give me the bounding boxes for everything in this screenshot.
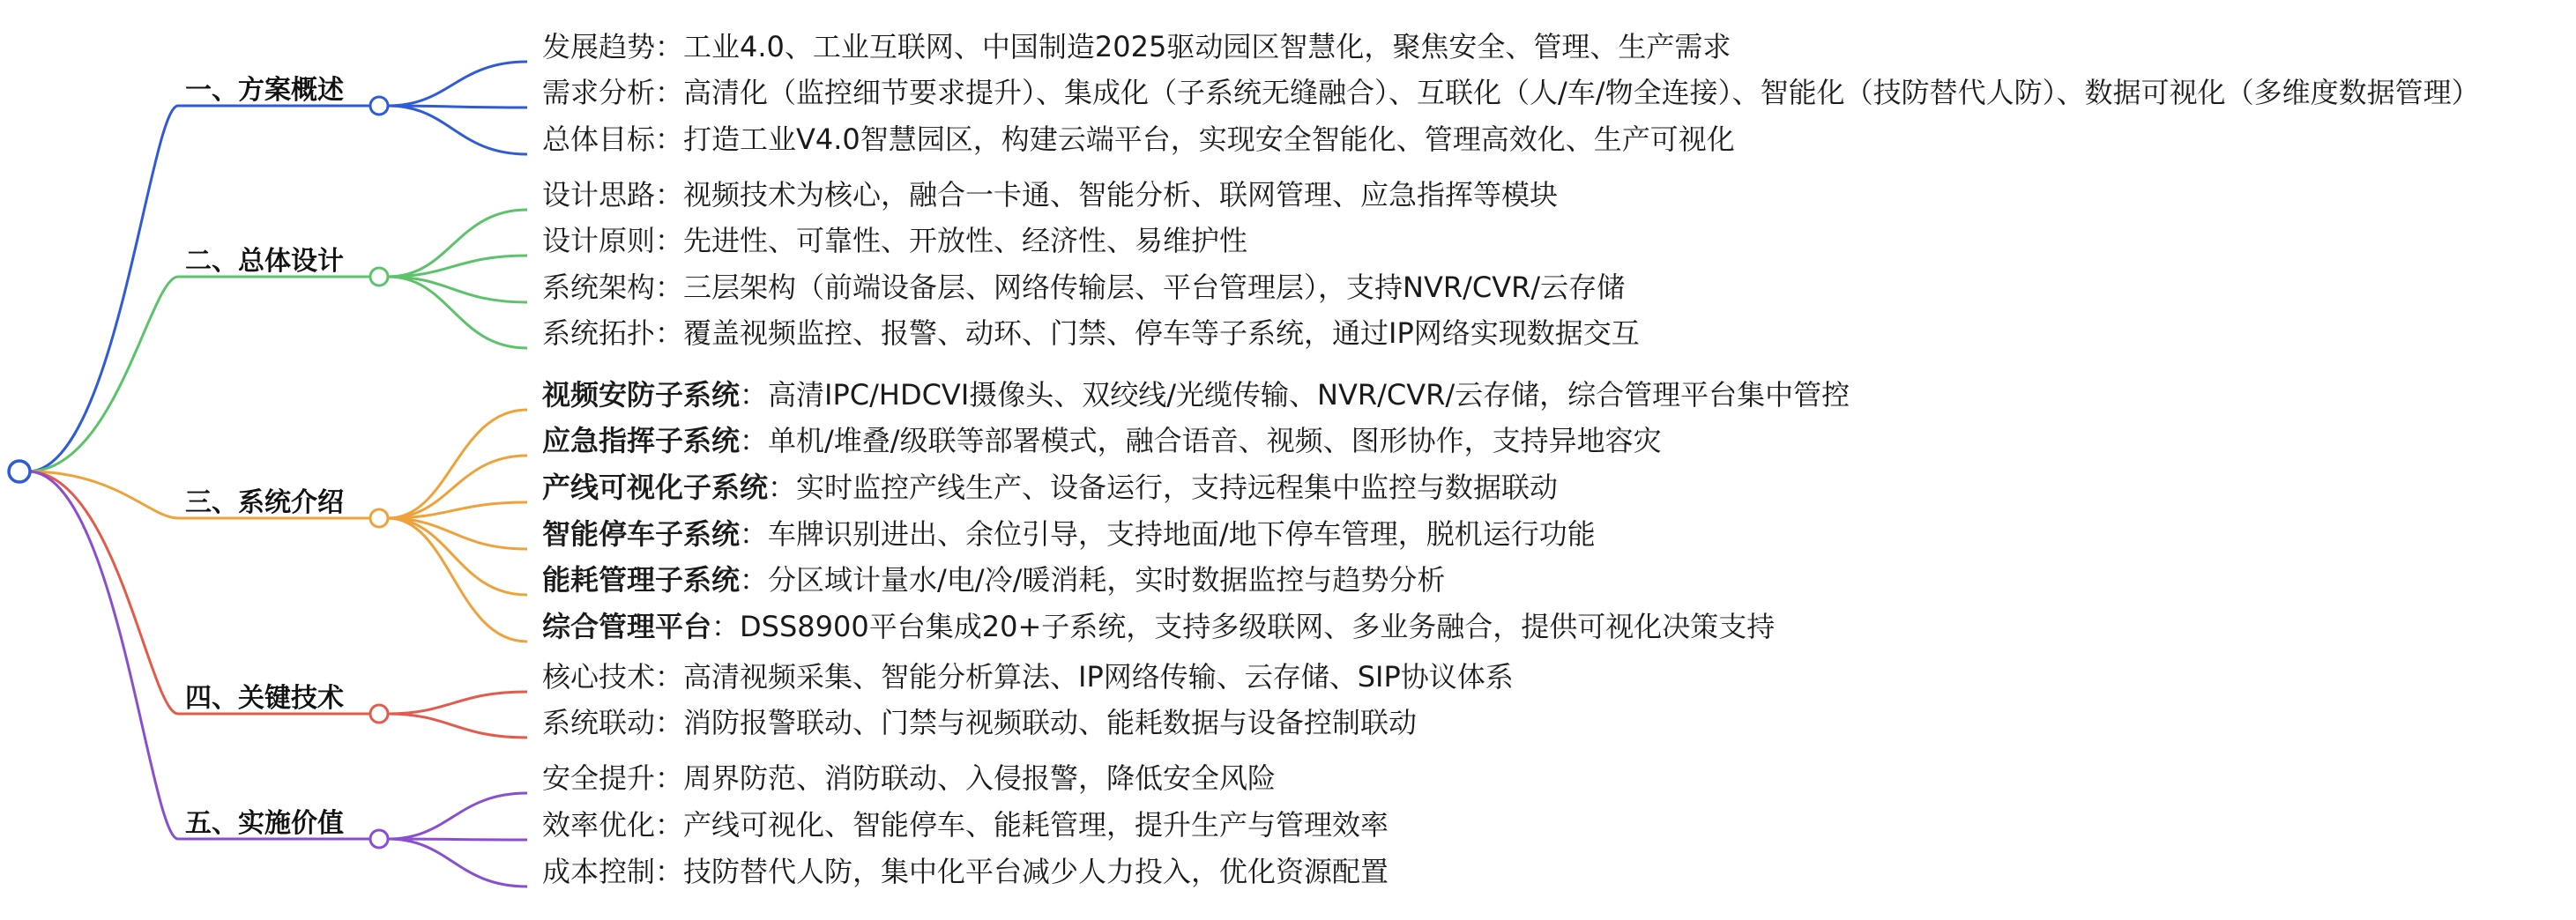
leaf-connector (388, 839, 527, 887)
branch-node[interactable] (370, 509, 388, 527)
branch-label: 五、实施价值 (185, 808, 344, 839)
leaf-connector (388, 210, 527, 277)
branch-node[interactable] (370, 830, 388, 848)
branch-label: 四、关键技术 (185, 683, 344, 714)
root-node[interactable] (9, 461, 30, 482)
leaf-title: 能耗管理子系统 (542, 563, 741, 597)
leaf-text (542, 471, 1558, 504)
leaf-detail: ：分区域计量水/电/冷/暖消耗，实时数据监控与趋势分析 (740, 563, 1446, 597)
leaf-connector (388, 62, 527, 106)
leaf-detail: ：高清IPC/HDCVI摄像头、双绞线/光缆传输、NVR/CVR/云存储，综合管理平台集中管控 (740, 378, 1850, 412)
leaf-text: 效率优化：产线可视化、智能停车、能耗管理，提升生产与管理效率 (542, 808, 1389, 842)
leaf-text: 系统联动：消防报警联动、门禁与视频联动、能耗数据与设备控制联动 (542, 706, 1418, 739)
leaf-text (542, 517, 1596, 551)
leaf-text: 系统拓扑：覆盖视频监控、报警、动环、门禁、停车等子系统，通过IP网络实现数据交互 (542, 316, 1640, 350)
leaf-connector (388, 277, 527, 348)
leaf-text: 设计原则：先进性、可靠性、开放性、经济性、易维护性 (542, 224, 1248, 257)
branch-node[interactable] (370, 268, 388, 286)
branch-label: 二、总体设计 (185, 246, 344, 277)
leaf-text (542, 610, 1775, 643)
leaf-title: 视频安防子系统 (542, 378, 741, 412)
leaf-text: 发展趋势：工业4.0、工业互联网、中国制造2025驱动园区智慧化，聚焦安全、管理、生产需求 (542, 30, 1731, 63)
leaf-text (541, 378, 1850, 412)
branch-node[interactable] (370, 97, 388, 115)
leaf-text: 安全提升：周界防范、消防联动、入侵报警，降低安全风险 (542, 761, 1277, 795)
branch-connector (28, 471, 178, 839)
leaf-title: 综合管理平台 (542, 610, 712, 643)
leaf-title: 智能停车子系统 (542, 517, 741, 551)
leaf-text (542, 563, 1445, 597)
leaf-connector (388, 692, 527, 714)
leaf-text: 系统架构：三层架构（前端设备层、网络传输层、平台管理层），支持NVR/CVR/云存储 (542, 271, 1626, 304)
leaf-detail: ：车牌识别进出、余位引导，支持地面/地下停车管理，脱机运行功能 (740, 517, 1596, 551)
leaf-text: 总体目标：打造工业V4.0智慧园区，构建云端平台，实现安全智能化、管理高效化、生产可视化 (542, 122, 1735, 156)
leaf-connector (388, 793, 527, 839)
branch-connector (28, 277, 178, 471)
leaf-connector (388, 106, 527, 154)
leaf-text (542, 424, 1662, 457)
leaf-text: 设计思路：视频技术为核心，融合一卡通、智能分析、联网管理、应急指挥等模块 (542, 178, 1559, 211)
leaf-detail: ：单机/堆叠/级联等部署模式，融合语音、视频、图形协作，支持异地容灾 (740, 424, 1662, 457)
leaf-detail: ：DSS8900平台集成20+子系统，支持多级联网、多业务融合，提供可视化决策支持 (711, 610, 1776, 643)
leaf-text: 成本控制：技防替代人防，集中化平台减少人力投入，优化资源配置 (542, 855, 1389, 888)
branch-label: 一、方案概述 (185, 75, 344, 106)
leaf-connector (388, 714, 527, 738)
branch-node[interactable] (370, 705, 388, 723)
leaf-text: 需求分析：高清化（监控细节要求提升）、集成化（子系统无缝融合）、互联化（人/车/物全连接）、智能化（技防替代人防）、数据可视化（多维度数据管理） (542, 76, 2480, 109)
leaf-title: 应急指挥子系统 (542, 424, 741, 457)
branch-label: 三、系统介绍 (185, 487, 344, 518)
leaf-detail: ：实时监控产线生产、设备运行，支持远程集中监控与数据联动 (768, 471, 1559, 504)
leaf-text: 核心技术：高清视频采集、智能分析算法、IP网络传输、云存储、SIP协议体系 (542, 660, 1514, 694)
branch-connector (28, 471, 178, 714)
leaf-connector (388, 518, 527, 642)
leaf-title: 产线可视化子系统 (542, 471, 769, 504)
